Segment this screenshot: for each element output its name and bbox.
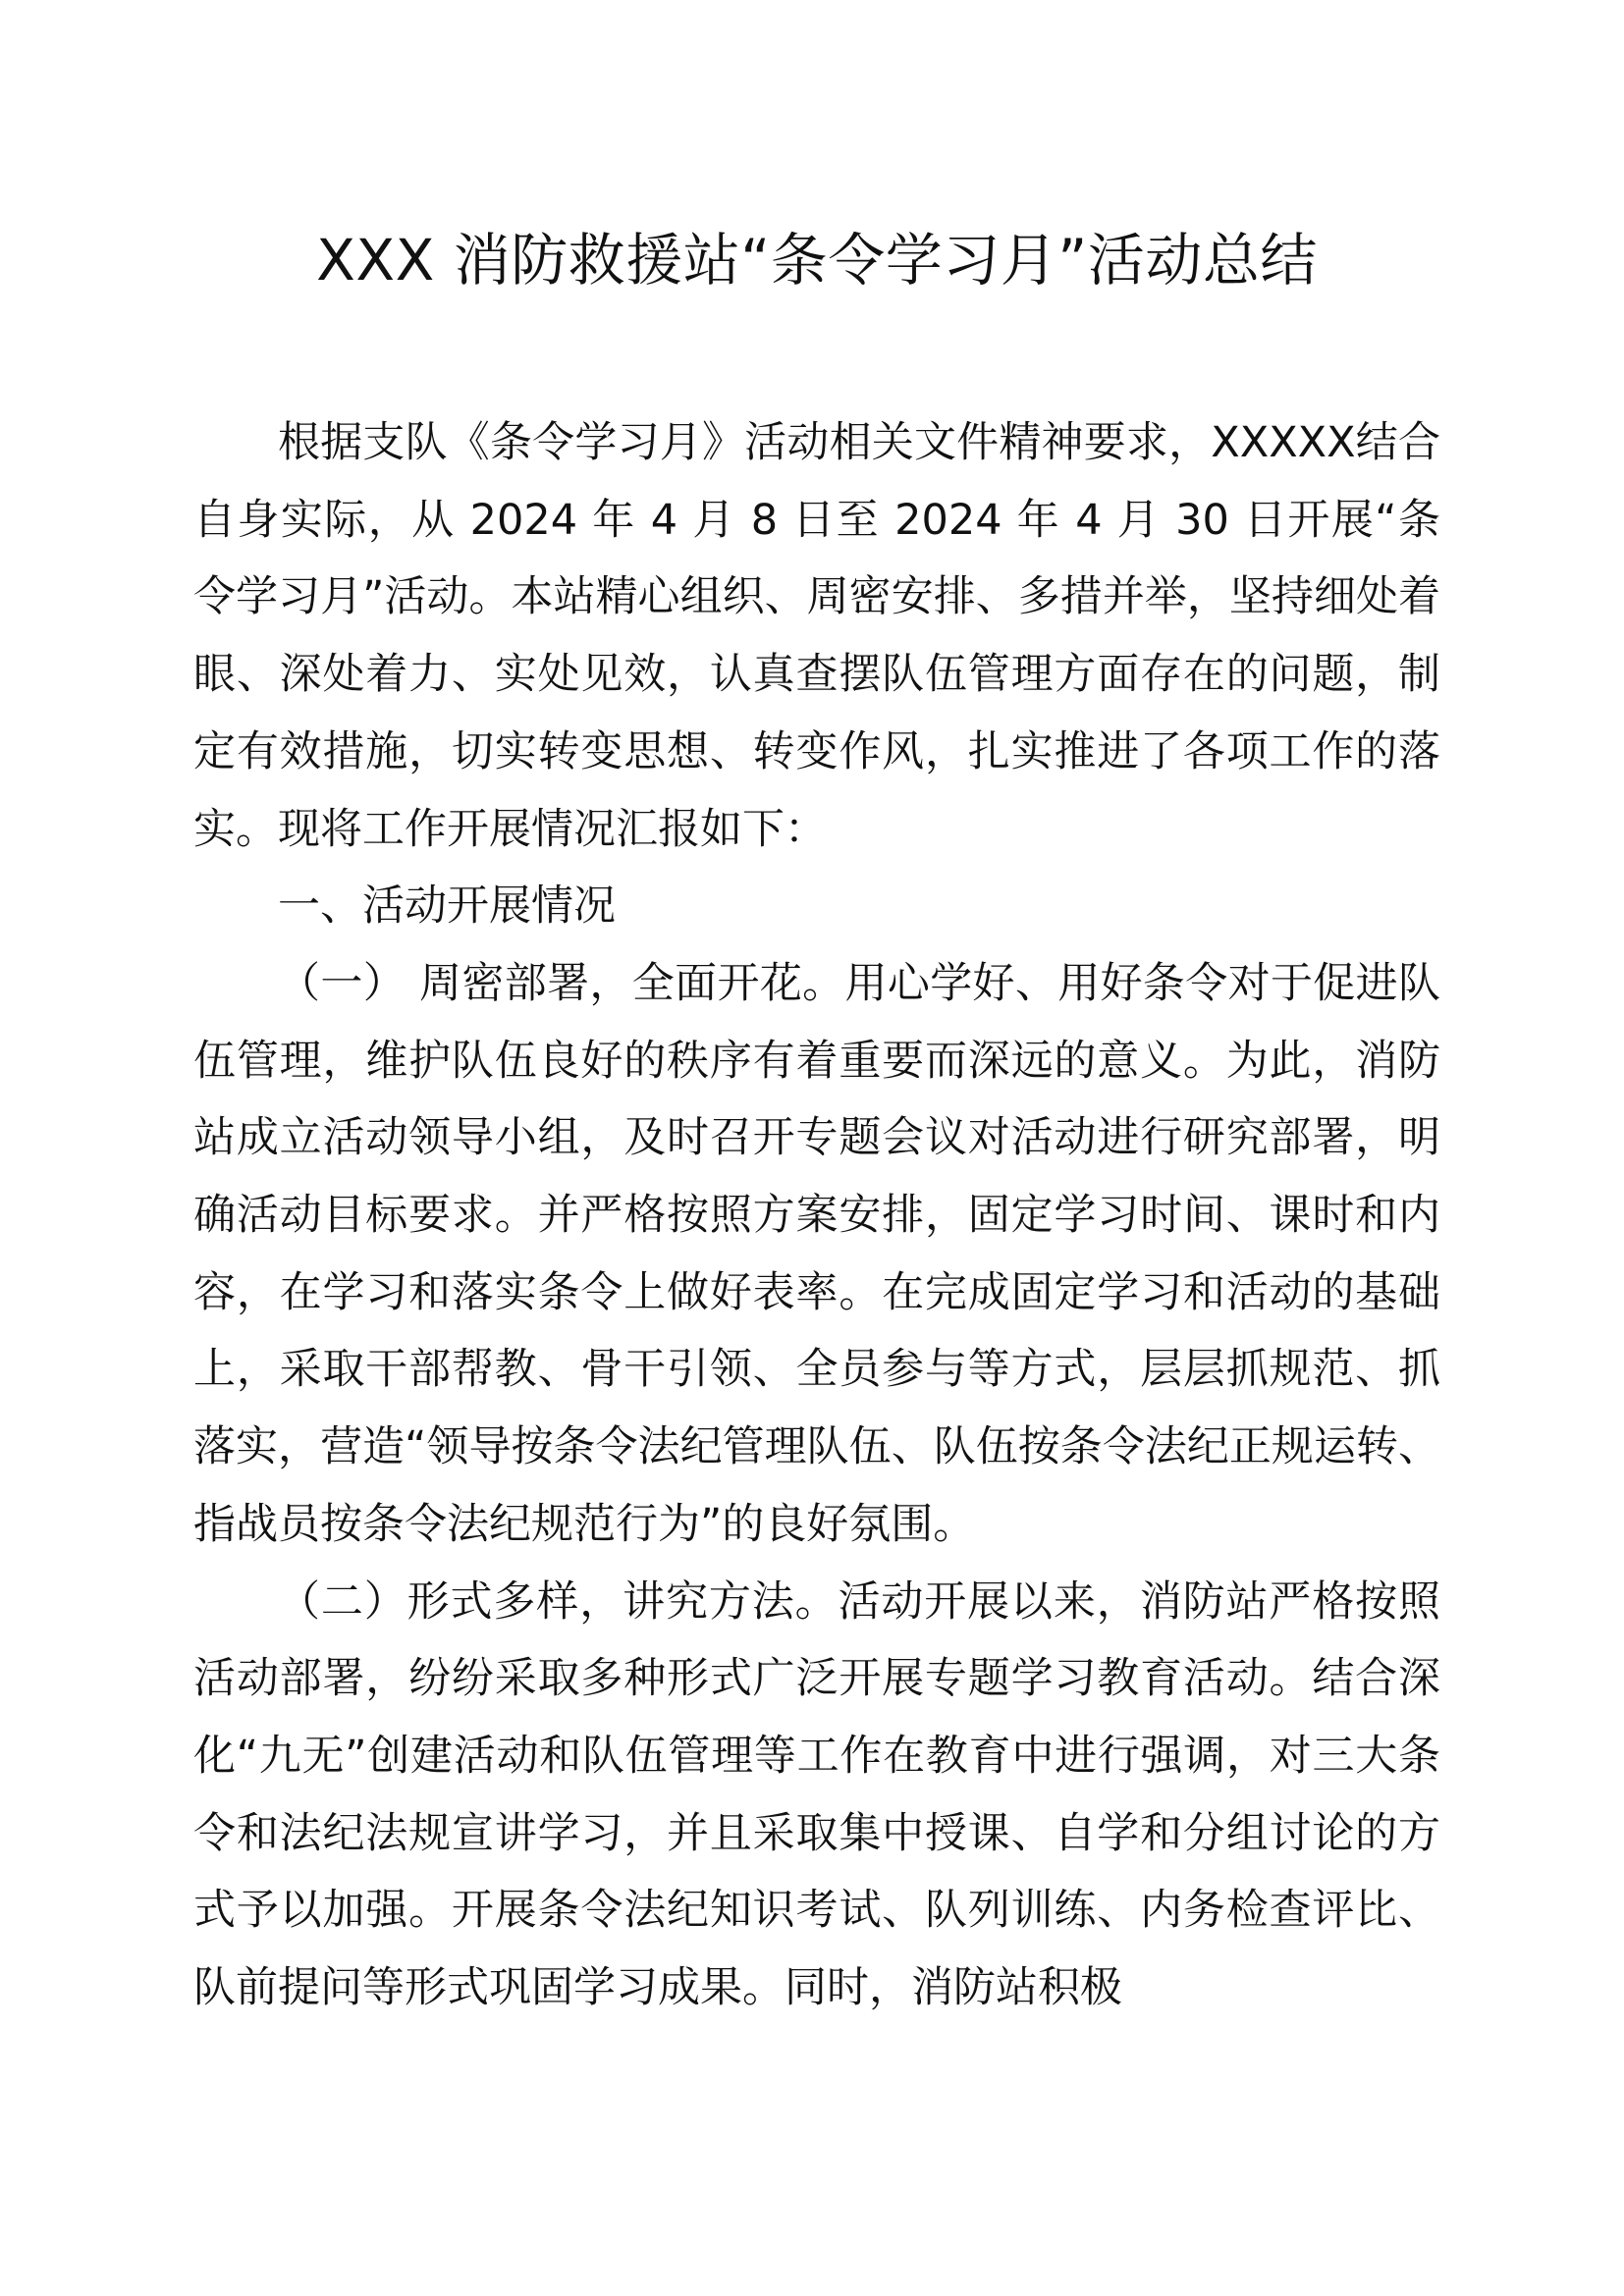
document-title: XXX 消防救援站“条令学习月”活动总结 [316, 227, 1318, 294]
document-page [193, 196, 1440, 2238]
subsection-paragraph-2: （二）形式多样，讲究方法。活动开展以来，消防站严格按照活动部署，纷纷采取多种形式广泛开展专题学习教育活动。结合深化“九无”创建活动和队伍管理等工作在教育中进行强调，对三大条令和法纪法规宣讲学习，并且采取集中授课、自学和分组讨论的方式予以加强。开展条令法纪知识考试、队列训练、内务检查评比、队前提问等形式巩固学习成果。同时，消防站积极 [193, 1576, 1440, 2013]
subsection-paragraph-1: （一） 周密部署，全面开花。用心学好、用好条令对于促进队伍管理，维护队伍良好的秩序有着重要而深远的意义。为此，消防站成立活动领导小组，及时召开专题会议对活动进行研究部署，明确活动目标要求。并严格按照方案安排，固定学习时间、课时和内容，在学习和落实条令上做好表率。在完成固定学习和活动的基础上，采取干部帮教、骨干引领、全员参与等方式，层层抓规范、抓落实，营造“领导按条令法纪管理队伍、队伍按条令法纪正规运转、指战员按条令法纪规范行为”的良好氛围。 [193, 958, 1440, 1549]
intro-paragraph: 根据支队《条令学习月》活动相关文件精神要求，XXXXX结合自身实际，从 2024 年 4 月 8 日至 2024 年 4 月 30 日开展“条令学习月”活动。本站精心组织、周密安排、多措并举，坚持细处着眼、深处着力、实处见效，认真查摆队伍管理方面存在的问题，制定有效措施，切实转变思想、转变作风，扎实推进了各项工作的落实。现将工作开展情况汇报如下： [193, 418, 1440, 854]
section-heading: 一、活动开展情况 [278, 881, 616, 932]
